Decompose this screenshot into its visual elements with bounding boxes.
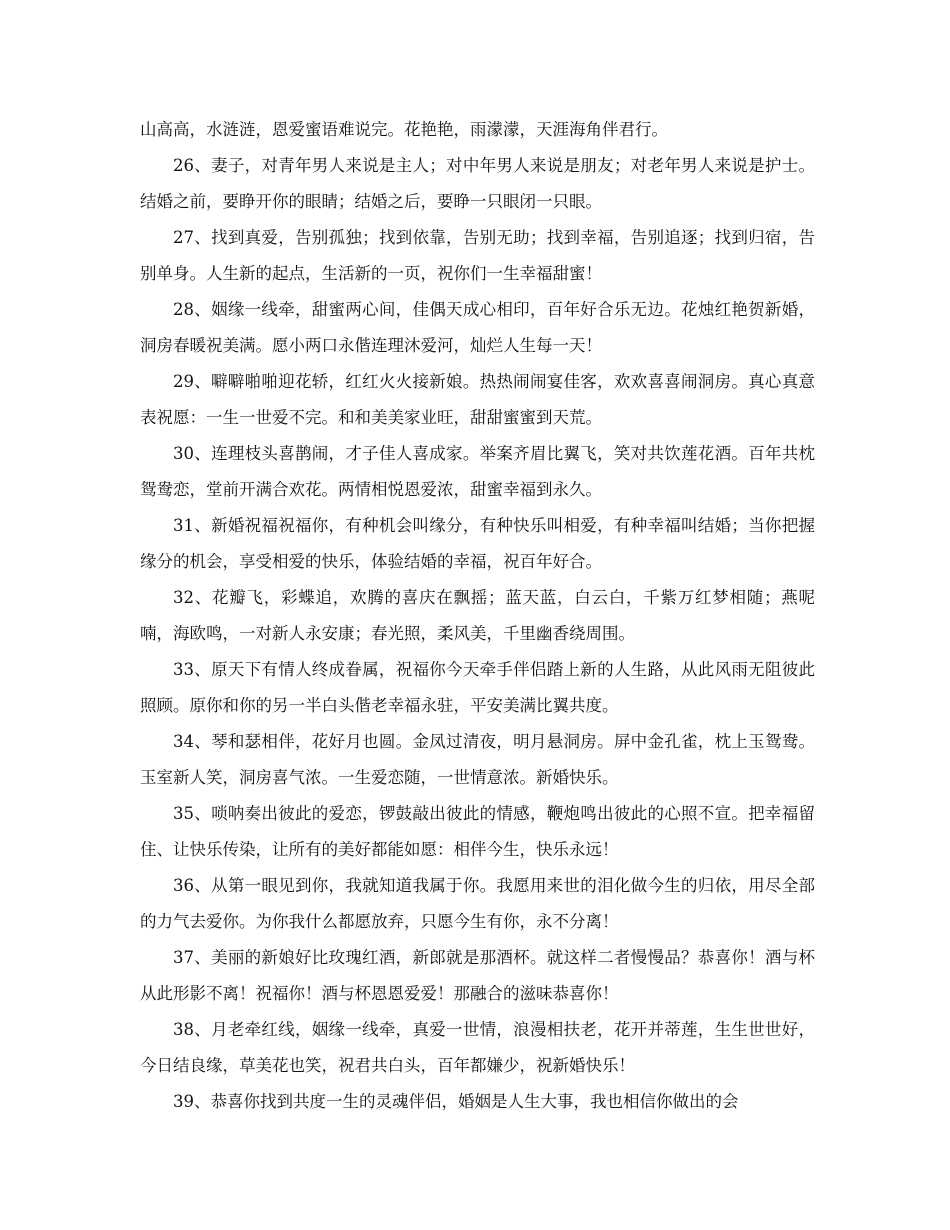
paragraph-37: 37、美丽的新娘好比玫瑰红酒，新郎就是那酒杯。就这样二者慢慢品？恭喜你！酒与杯从此形影不离！祝福你！酒与杯恩恩爱爱！那融合的滋味恭喜你！ (140, 948, 815, 1003)
paragraph-31: 31、新婚祝福祝福你，有种机会叫缘分，有种快乐叫相爱，有种幸福叫结婚；当你把握缘分的机会，享受相爱的快乐，体验结婚的幸福，祝百年好合。 (140, 516, 815, 571)
paragraph-32: 32、花瓣飞，彩蝶追，欢腾的喜庆在飘摇；蓝天蓝，白云白，千紫万红梦相随；燕呢喃，海欧鸣，一对新人永安康；春光照，柔风美，千里幽香绕周围。 (140, 588, 815, 643)
paragraph-39: 39、恭喜你找到共度一生的灵魂伴侣，婚姻是人生大事，我也相信你做出的会 (173, 1092, 739, 1111)
paragraph-27: 27、找到真爱，告别孤独；找到依靠，告别无助；找到幸福，告别追逐；找到归宿，告别单身。人生新的起点，生活新的一页，祝你们一生幸福甜蜜！ (140, 228, 815, 283)
document-body (140, 112, 815, 1120)
paragraph-28: 28、姻缘一线牵，甜蜜两心间，佳偶天成心相印，百年好合乐无边。花烛红艳贺新婚，洞房春暖祝美满。愿小两口永偕连理沐爱河，灿烂人生每一天！ (140, 300, 815, 355)
paragraph-38: 38、月老牵红线，姻缘一线牵，真爱一世情，浪漫相扶老，花开并蒂莲，生生世世好，今日结良缘，草美花也笑，祝君共白头，百年都嫌少，祝新婚快乐！ (140, 1020, 815, 1075)
paragraph-35: 35、唢呐奏出彼此的爱恋，锣鼓敲出彼此的情感，鞭炮鸣出彼此的心照不宣。把幸福留住、让快乐传染，让所有的美好都能如愿：相伴今生，快乐永远！ (140, 804, 815, 859)
paragraph-30: 30、连理枝头喜鹊闹，才子佳人喜成家。举案齐眉比翼飞，笑对共饮莲花酒。百年共枕鸳鸯恋，堂前开满合欢花。两情相悦恩爱浓，甜蜜幸福到永久。 (140, 444, 815, 499)
paragraph-25-continuation: 山高高，水涟涟，恩爱蜜语难说完。花艳艳，雨濛濛，天涯海角伴君行。 (140, 120, 668, 139)
paragraph-33: 33、原天下有情人终成眷属，祝福你今天牵手伴侣踏上新的人生路，从此风雨无阻彼此照顾。原你和你的另一半白头偕老幸福永驻，平安美满比翼共度。 (140, 660, 815, 715)
paragraph-26: 26、妻子，对青年男人来说是主人；对中年男人来说是朋友；对老年男人来说是护士。结婚之前，要睁开你的眼睛；结婚之后，要睁一只眼闭一只眼。 (140, 156, 815, 211)
paragraph-29: 29、噼噼啪啪迎花轿，红红火火接新娘。热热闹闹宴佳客，欢欢喜喜闹洞房。真心真意表祝愿：一生一世爱不完。和和美美家业旺，甜甜蜜蜜到天荒。 (140, 372, 815, 427)
paragraph-34: 34、琴和瑟相伴，花好月也圆。金凤过清夜，明月悬洞房。屏中金孔雀，枕上玉鸳鸯。玉室新人笑，洞房喜气浓。一生爱恋随，一世情意浓。新婚快乐。 (140, 732, 815, 787)
paragraph-36: 36、从第一眼见到你，我就知道我属于你。我愿用来世的泪化做今生的归依，用尽全部的力气去爱你。为你我什么都愿放弃，只愿今生有你，永不分离！ (140, 876, 815, 931)
